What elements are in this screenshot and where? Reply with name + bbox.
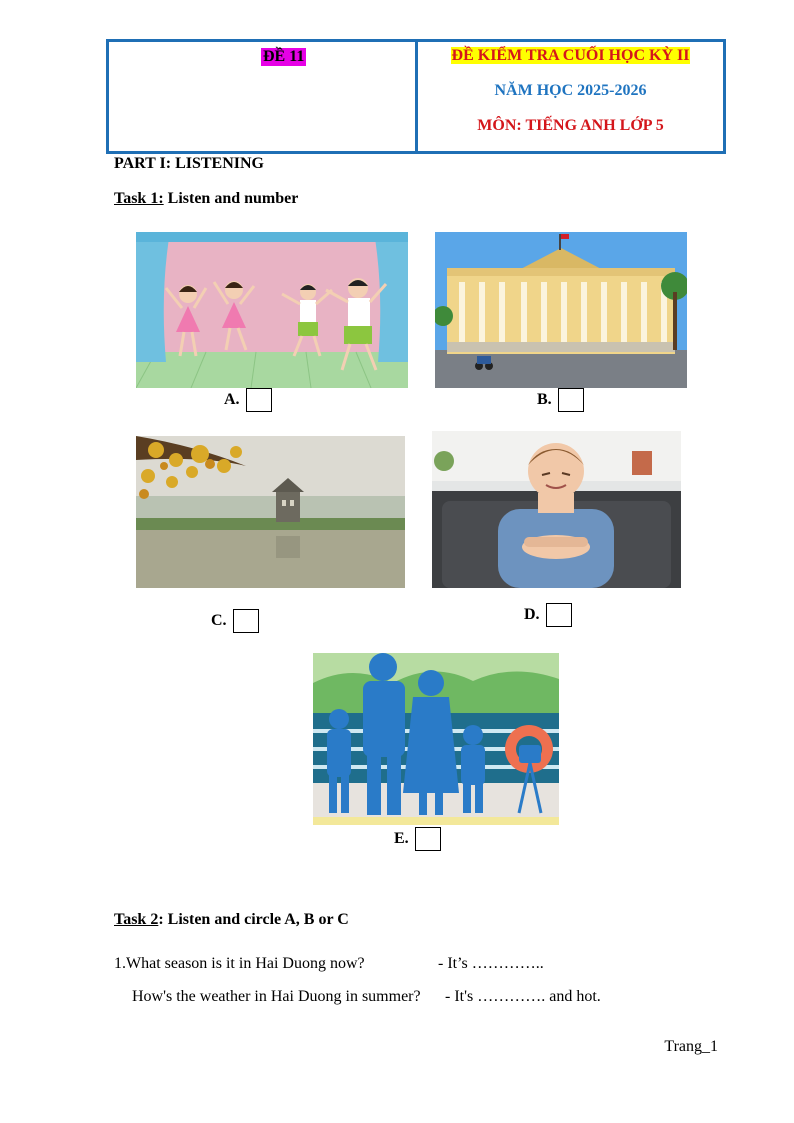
picture-boy-stomachache [432,431,681,588]
exam-subject: MÔN: TIẾNG ANH LỚP 5 [477,117,664,134]
answer-box-c[interactable] [233,609,259,633]
option-c: C. [211,609,259,633]
task1-title: Task 1: Listen and number [114,190,299,207]
question-1-answer: - It’s ………….. [438,955,544,972]
lake-tower-illustration [136,436,405,588]
option-a: A. [224,388,272,412]
task2-title: Task 2: Listen and circle A, B or C [114,911,349,928]
boy-stomachache-illustration [432,431,681,588]
option-b: B. [537,388,584,412]
picture-dancing-kids [136,232,408,388]
question-1b-answer: - It's …………. and hot. [445,988,601,1005]
opera-house-illustration [435,232,687,388]
family-boat-illustration [313,653,559,825]
option-e: E. [394,827,441,851]
answer-box-a[interactable] [246,388,272,412]
answer-box-d[interactable] [546,603,572,627]
picture-opera-house [435,232,687,388]
exam-code: ĐỀ 11 [263,48,305,65]
answer-box-b[interactable] [558,388,584,412]
question-1b: How's the weather in Hai Duong in summer? [132,988,421,1005]
picture-lake-tower [136,436,405,588]
question-1: 1.What season is it in Hai Duong now? [114,955,365,972]
picture-family-boat [313,653,559,825]
exam-title: ĐỀ KIỂM TRA CUỐI HỌC KỲ II [451,47,690,64]
exam-year: NĂM HỌC 2025-2026 [494,82,647,99]
dancing-kids-illustration [136,232,408,388]
answer-box-e[interactable] [415,827,441,851]
header-left-cell [109,42,418,151]
header-right-cell [418,42,723,151]
exam-header-table [106,39,726,154]
part-title: PART I: LISTENING [114,155,264,172]
page-number: Trang_1 [664,1038,718,1055]
option-d: D. [524,603,572,627]
